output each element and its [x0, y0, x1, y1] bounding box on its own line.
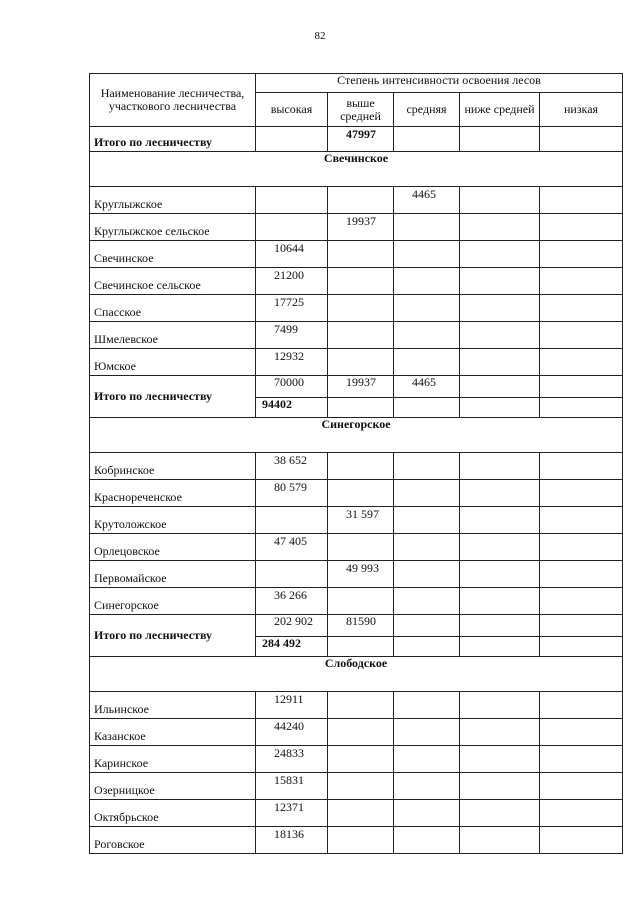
- table-cell: [394, 637, 460, 657]
- forestry-name: Кобринское: [90, 453, 256, 480]
- table-cell: [460, 480, 540, 507]
- table-row: [90, 214, 623, 241]
- section-title: Слободское: [90, 657, 623, 692]
- table-cell: [540, 827, 623, 854]
- forestry-name: Юмское: [90, 349, 256, 376]
- table-cell: [460, 615, 540, 637]
- table-cell: [394, 127, 460, 152]
- table-cell: [328, 800, 394, 827]
- table-cell: 21200: [256, 268, 328, 295]
- header-col-low: низкая: [540, 93, 623, 127]
- table-cell: 12932: [256, 349, 328, 376]
- table-cell: [328, 268, 394, 295]
- table-cell: [460, 800, 540, 827]
- page-number: 82: [314, 30, 326, 42]
- table-cell: 44240: [256, 719, 328, 746]
- table-cell: [256, 127, 328, 152]
- table-cell: [540, 534, 623, 561]
- table-cell: [460, 746, 540, 773]
- table-cell: [460, 719, 540, 746]
- table-cell: 19937: [328, 376, 394, 398]
- table-cell: [328, 187, 394, 214]
- table-cell: [394, 534, 460, 561]
- table-cell: [460, 398, 540, 418]
- table-cell: [540, 187, 623, 214]
- table-cell: [394, 453, 460, 480]
- table-row: [90, 719, 623, 746]
- forestry-name: Крутоложское: [90, 507, 256, 534]
- forestry-name: Синегорское: [90, 588, 256, 615]
- table-cell: [460, 322, 540, 349]
- table-cell: [460, 588, 540, 615]
- table-cell: [256, 187, 328, 214]
- section-total-label: Итого по лесничеству: [90, 615, 256, 657]
- table-cell: 19937: [328, 214, 394, 241]
- table-row: [90, 322, 623, 349]
- table-cell: 81590: [328, 615, 394, 637]
- table-cell: 17725: [256, 295, 328, 322]
- table-cell: [394, 241, 460, 268]
- table-cell: [328, 241, 394, 268]
- table-cell: [394, 214, 460, 241]
- forestry-name: Свечинское: [90, 241, 256, 268]
- header-intensity-group: Степень интенсивности освоения лесов: [256, 74, 623, 93]
- table-cell: 47 405: [256, 534, 328, 561]
- table-row: [90, 507, 623, 534]
- table-cell: [328, 827, 394, 854]
- table-cell: [328, 719, 394, 746]
- table-cell: [540, 376, 623, 398]
- table-row: [90, 534, 623, 561]
- table-cell: [328, 398, 394, 418]
- table-cell: [540, 719, 623, 746]
- section-title: Свечинское: [90, 152, 623, 187]
- table-cell: [328, 534, 394, 561]
- forestry-name: Казанское: [90, 719, 256, 746]
- forestry-name: Роговское: [90, 827, 256, 854]
- table-cell: [460, 214, 540, 241]
- table-cell: [328, 692, 394, 719]
- table-cell: [460, 295, 540, 322]
- header-col-above-average: выше средней: [328, 93, 394, 127]
- table-row: [90, 295, 623, 322]
- table-cell: [394, 615, 460, 637]
- section-header-row: [90, 657, 623, 692]
- table-row: [90, 187, 623, 214]
- forestry-name: Ильинское: [90, 692, 256, 719]
- section-total-row: [90, 376, 623, 398]
- table-cell: [460, 692, 540, 719]
- table-cell: 70000: [256, 376, 328, 398]
- table-cell: [540, 692, 623, 719]
- table-cell: 12911: [256, 692, 328, 719]
- table-cell: [460, 268, 540, 295]
- table-cell: [460, 127, 540, 152]
- table-cell: 12371: [256, 800, 328, 827]
- forestry-name: Круглыжское сельское: [90, 214, 256, 241]
- section-total-row: [90, 615, 623, 637]
- table-cell: [540, 214, 623, 241]
- table-cell: [540, 453, 623, 480]
- table-cell: [540, 800, 623, 827]
- section-header-row: [90, 418, 623, 453]
- section-total-label: Итого по лесничеству: [90, 376, 256, 418]
- table-cell: [540, 507, 623, 534]
- header-col-high: высокая: [256, 93, 328, 127]
- table-cell: [460, 187, 540, 214]
- table-cell: [540, 480, 623, 507]
- table-cell: [394, 295, 460, 322]
- table-cell: 31 597: [328, 507, 394, 534]
- table-cell: 18136: [256, 827, 328, 854]
- forestry-name: Круглыжское: [90, 187, 256, 214]
- table-cell: 24833: [256, 746, 328, 773]
- table-row: [90, 692, 623, 719]
- table-row: [90, 746, 623, 773]
- table-cell: [540, 746, 623, 773]
- table-cell: [460, 534, 540, 561]
- section-grand-total: 94402: [256, 398, 328, 418]
- table-cell: 7499: [256, 322, 328, 349]
- header-col-below-average: ниже средней: [460, 93, 540, 127]
- forestry-name: Спасское: [90, 295, 256, 322]
- section-header-row: [90, 152, 623, 187]
- forestry-name: Орлецовское: [90, 534, 256, 561]
- table-cell: [328, 349, 394, 376]
- table-cell: 4465: [394, 376, 460, 398]
- table-cell: [394, 773, 460, 800]
- table-row: [90, 588, 623, 615]
- table-cell: [460, 507, 540, 534]
- table-cell: [328, 322, 394, 349]
- forestry-name: Озерницкое: [90, 773, 256, 800]
- table-cell: [540, 127, 623, 152]
- table-cell: [394, 480, 460, 507]
- table-cell: [540, 773, 623, 800]
- table-row: [90, 561, 623, 588]
- table-cell: 4465: [394, 187, 460, 214]
- table-row: [90, 453, 623, 480]
- table-cell: [540, 322, 623, 349]
- section-title: Синегорское: [90, 418, 623, 453]
- forestry-name: Свечинское сельское: [90, 268, 256, 295]
- table-cell: [460, 376, 540, 398]
- table-cell: [540, 349, 623, 376]
- table-row: [90, 349, 623, 376]
- table-cell: 15831: [256, 773, 328, 800]
- table-cell: [394, 349, 460, 376]
- table-cell: [394, 719, 460, 746]
- table-cell: [256, 507, 328, 534]
- table-cell: [394, 746, 460, 773]
- table-cell: [460, 827, 540, 854]
- table-cell: [328, 480, 394, 507]
- table-cell: [256, 214, 328, 241]
- table-cell: 202 902: [256, 615, 328, 637]
- table-cell: [394, 692, 460, 719]
- table-cell: [540, 637, 623, 657]
- table-cell: [328, 773, 394, 800]
- table-row: [90, 268, 623, 295]
- forestry-name: Октябрьское: [90, 800, 256, 827]
- table-cell: [394, 268, 460, 295]
- table-cell: [328, 453, 394, 480]
- table-cell: [540, 561, 623, 588]
- table-cell: [460, 637, 540, 657]
- table-cell: [460, 349, 540, 376]
- forestry-name: Каринское: [90, 746, 256, 773]
- table-cell: [328, 588, 394, 615]
- forestry-name: Шмелевское: [90, 322, 256, 349]
- table-cell: [460, 241, 540, 268]
- table-cell: 47997: [328, 127, 394, 152]
- table-cell: [540, 398, 623, 418]
- table-row: [90, 480, 623, 507]
- forestry-name: Первомайское: [90, 561, 256, 588]
- table-cell: [328, 637, 394, 657]
- section-grand-total: 284 492: [256, 637, 328, 657]
- table-cell: [460, 453, 540, 480]
- table-cell: 10644: [256, 241, 328, 268]
- table-cell: [540, 295, 623, 322]
- table-cell: [394, 800, 460, 827]
- table-cell: [394, 322, 460, 349]
- table-cell: [394, 398, 460, 418]
- table-cell: [460, 773, 540, 800]
- table-cell: [540, 615, 623, 637]
- table-cell: 38 652: [256, 453, 328, 480]
- forestry-name: Краснореченское: [90, 480, 256, 507]
- table-cell: 49 993: [328, 561, 394, 588]
- table-cell: [394, 588, 460, 615]
- table-cell: [540, 241, 623, 268]
- table-cell: 80 579: [256, 480, 328, 507]
- header-name-column: Наименование лесничества, участкового лесничества: [90, 74, 256, 127]
- table-cell: [460, 561, 540, 588]
- header-col-average: средняя: [394, 93, 460, 127]
- table-row: [90, 800, 623, 827]
- table-cell: [256, 561, 328, 588]
- table-row: [90, 827, 623, 854]
- table-cell: [540, 588, 623, 615]
- table-row: [90, 241, 623, 268]
- table-cell: [394, 827, 460, 854]
- table-cell: 36 266: [256, 588, 328, 615]
- table-cell: [540, 268, 623, 295]
- top-total-row: [90, 127, 623, 152]
- forest-intensity-table: [89, 73, 623, 854]
- table-row: [90, 773, 623, 800]
- table-cell: [394, 507, 460, 534]
- table-cell: [328, 295, 394, 322]
- top-total-label: Итого по лесничеству: [90, 127, 256, 152]
- table-cell: [328, 746, 394, 773]
- table-cell: [394, 561, 460, 588]
